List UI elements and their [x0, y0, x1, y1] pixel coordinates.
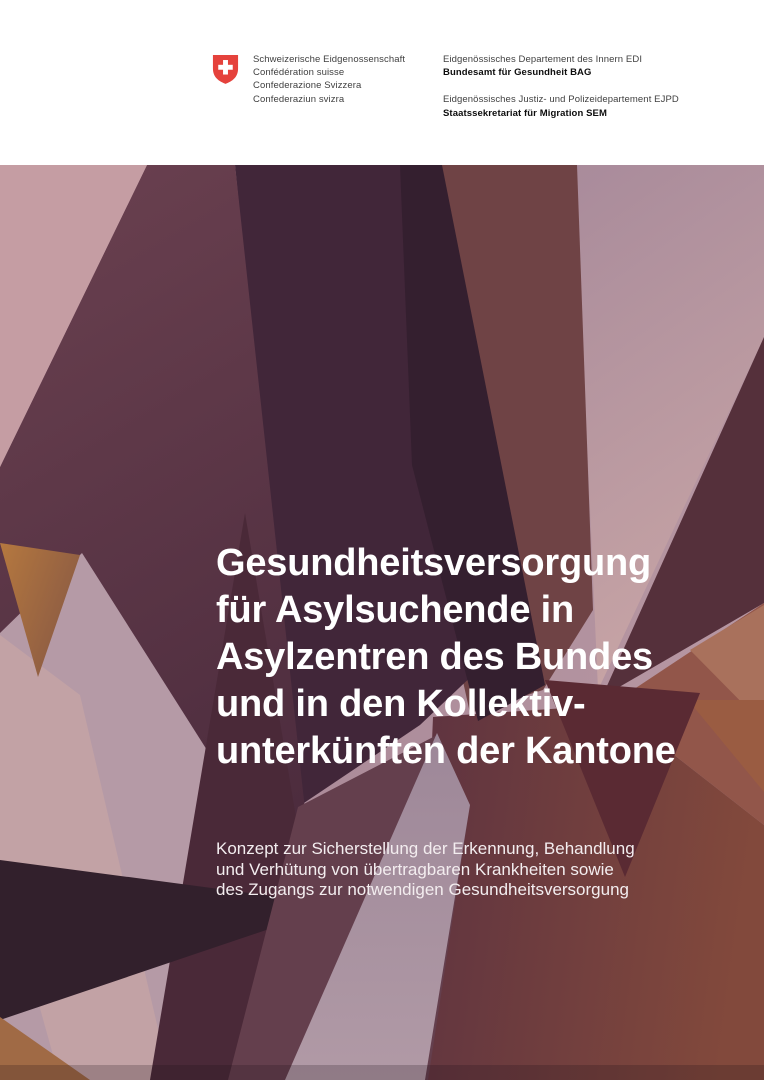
- federal-header: [0, 0, 764, 165]
- subtitle-line: Konzept zur Sicherstellung der Erkennung, Behandlung: [216, 839, 635, 858]
- cover-subtitle: [216, 839, 635, 901]
- swiss-cross-logo-icon: [211, 54, 240, 85]
- title-line: Gesundheitsversorgung: [216, 542, 651, 584]
- department-ejpd: [443, 93, 679, 119]
- title-line: für Asylsuchende in: [216, 589, 574, 631]
- confederation-line-it: Confederazione Svizzera: [253, 80, 362, 92]
- subtitle-line: des Zugangs zur notwendigen Gesundheitsversorgung: [216, 880, 629, 899]
- title-line: Asylzentren des Bundes: [216, 636, 653, 678]
- department-name: Eidgenössisches Departement des Innern EDI: [443, 54, 643, 65]
- confederation-name-block: [253, 53, 405, 106]
- department-name: Eidgenössisches Justiz- und Polizeidepartement EJPD: [443, 94, 679, 106]
- department-block: [443, 53, 679, 134]
- cover-image-area: [0, 165, 764, 1080]
- office-name-sem: Staatssekretariat für Migration SEM: [443, 107, 607, 119]
- confederation-line-fr: Confédération suisse: [253, 67, 345, 79]
- office-name-bag: Bundesamt für Gesundheit BAG: [443, 67, 592, 79]
- title-line: und in den Kollektiv-: [216, 683, 586, 725]
- title-line: unterkünften der Kantone: [216, 730, 676, 772]
- confederation-line-rm: Confederaziun svizra: [253, 93, 345, 105]
- confederation-line-de: Schweizerische Eidgenossenschaft: [253, 54, 406, 65]
- cover-title: [216, 540, 676, 775]
- department-edi: [443, 53, 679, 79]
- subtitle-line: und Verhütung von übertragbaren Krankheiten sowie: [216, 859, 614, 879]
